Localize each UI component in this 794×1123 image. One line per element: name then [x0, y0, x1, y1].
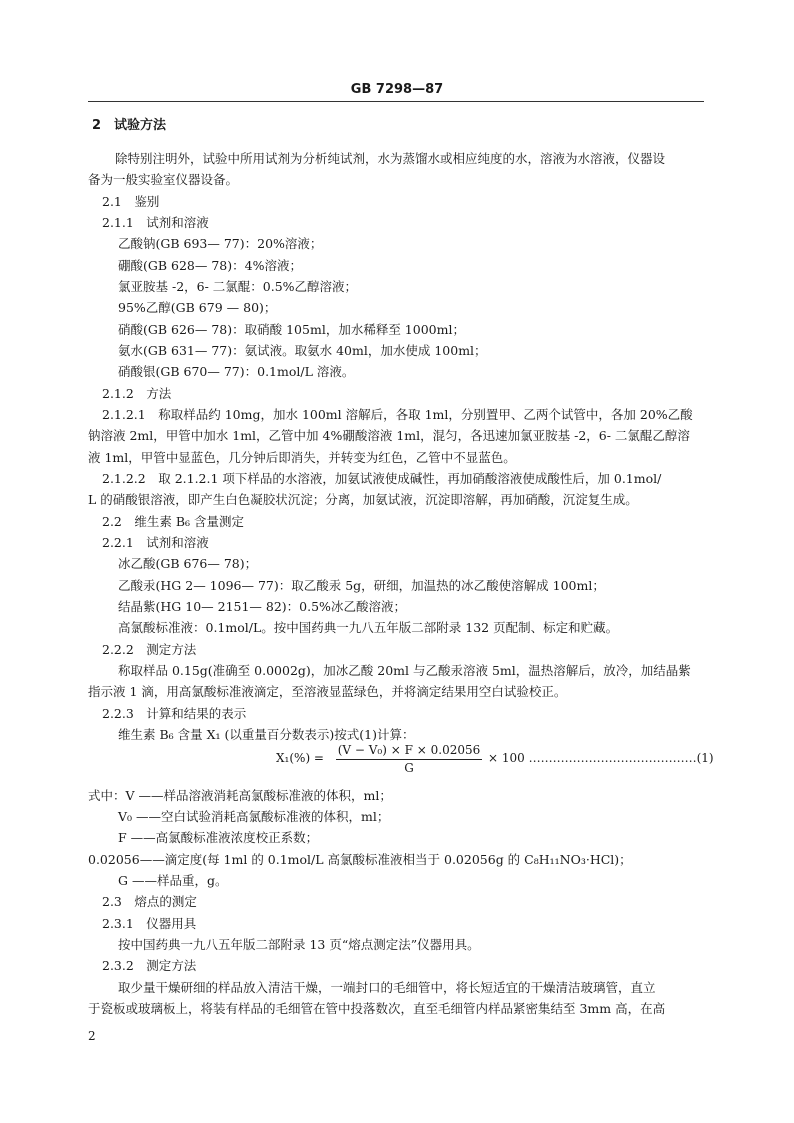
variable-definition: V₀ ——空白试验消耗高氯酸标准液的体积，ml； [118, 809, 390, 824]
formula-lhs: X₁(%) = [276, 751, 324, 765]
reagent-item: 结晶紫(HG 10— 2151— 82)：0.5%冰乙酸溶液； [118, 599, 406, 614]
section-title-2: 2 试验方法 [92, 118, 167, 133]
reagent-item: 冰乙酸(GB 676— 78)； [118, 556, 258, 571]
variable-definition: 式中：V ——样品溶液消耗高氯酸标准液的体积，ml； [88, 788, 392, 803]
subsection-title: 2.1.1 试剂和溶液 [102, 215, 209, 230]
page-header: GB 7298—87 [350, 82, 444, 97]
reagent-item: 氨水(GB 631— 77)：氨试液。取氨水 40ml，加水使成 100ml； [118, 343, 487, 358]
formula-fraction [336, 742, 482, 776]
paragraph-line: 除特别注明外，试验中所用试剂为分析纯试剂，水为蒸馏水或相应纯度的水，溶液为水溶液，仪器设 [115, 151, 666, 166]
paragraph-line: 指示液 1 滴，用高氯酸标准液滴定，至溶液显蓝绿色，并将滴定结果用空白试验校正。 [88, 684, 567, 699]
reagent-item: 高氯酸标准液：0.1mol/L。按中国药典一九八五年版二部附录 132 页配制、标定和贮藏。 [118, 620, 619, 635]
paragraph-line: 维生素 B₆ 含量 X₁ (以重量百分数表示)按式(1)计算： [118, 727, 415, 742]
paragraph-line: 按中国药典一九八五年版二部附录 13 页“熔点测定法”仪器用具。 [118, 937, 480, 952]
formula-denominator: G [404, 761, 414, 775]
paragraph-line: 于瓷板或玻璃板上，将装有样品的毛细管在管中投落数次，直至毛细管内样品紧密集结至 3mm 高，在高 [88, 1001, 666, 1016]
reagent-item: 硼酸(GB 628— 78)：4%溶液； [118, 258, 302, 273]
subsection-title: 2.1 鉴别 [102, 194, 160, 209]
page-number: 2 [88, 1029, 96, 1043]
paragraph-line: 2.1.2.2 取 2.1.2.1 项下样品的水溶液，加氨试液使成碱性，再加硝酸溶液使成酸性后，加 0.1mol/ [102, 471, 662, 486]
reagent-item: 氯亚胺基 -2，6- 二氯醌：0.5%乙醇溶液； [118, 279, 358, 294]
reagent-item: 乙酸汞(HG 2— 1096— 77)：取乙酸汞 5g，研细，加温热的冰乙酸使溶解成 100ml； [118, 578, 605, 593]
reagent-item: 硝酸银(GB 670— 77)：0.1mol/L 溶液。 [118, 364, 355, 379]
reagent-item: 乙酸钠(GB 693— 77)：20%溶液； [118, 236, 323, 251]
subsection-title: 2.3 熔点的测定 [102, 894, 197, 909]
paragraph-line: L 的硝酸银溶液，即产生白色凝胶状沉淀；分离，加氨试液，沉淀即溶解，再加硝酸，沉淀复生成。 [88, 492, 638, 507]
subsection-title: 2.3.2 测定方法 [102, 958, 197, 973]
formula-numerator: (V − V₀) × F × 0.02056 [336, 742, 482, 760]
subsection-title: 2.2 维生素 B₆ 含量测定 [102, 514, 245, 529]
paragraph-line: 钠溶液 2ml，甲管中加水 1ml，乙管中加 4%硼酸溶液 1ml，混匀，各迅速加氯亚胺基 -2，6- 二氯醌乙醇溶 [88, 428, 690, 443]
subsection-title: 2.2.2 测定方法 [102, 642, 197, 657]
variable-definition: G ——样品重，g。 [118, 873, 228, 888]
paragraph-line: 取少量干燥研细的样品放入清洁干燥，一端封口的毛细管中，将长短适宜的干燥清洁玻璃管，直立 [118, 980, 656, 995]
subsection-title: 2.2.3 计算和结果的表示 [102, 706, 247, 721]
paragraph-line: 备为一般实验室仪器设备。 [88, 172, 239, 187]
subsection-title: 2.3.1 仪器用具 [102, 916, 197, 931]
subsection-title: 2.1.2 方法 [102, 386, 172, 401]
subsection-title: 2.2.1 试剂和溶液 [102, 535, 209, 550]
formula-rhs: × 100 ……………………………………(1) [488, 751, 714, 765]
paragraph-line: 液 1ml，甲管中显蓝色，几分钟后即消失，并转变为红色，乙管中不显蓝色。 [88, 450, 516, 465]
header-rule [88, 101, 704, 102]
reagent-item: 95%乙醇(GB 679 — 80)； [118, 300, 277, 315]
paragraph-line: 称取样品 0.15g(准确至 0.0002g)，加冰乙酸 20ml 与乙酸汞溶液 5ml，温热溶解后，放冷，加结晶紫 [118, 663, 691, 678]
variable-definition: F ——高氯酸标准液浓度校正系数； [118, 830, 319, 845]
variable-definition: 0.02056——滴定度(每 1ml 的 0.1mol/L 高氯酸标准液相当于 0.02056g 的 C₈H₁₁NO₃·HCl)； [88, 852, 632, 867]
paragraph-line: 2.1.2.1 称取样品约 10mg，加水 100ml 溶解后，各取 1ml，分别置甲、乙两个试管中，各加 20%乙酸 [102, 407, 693, 422]
reagent-item: 硝酸(GB 626— 78)：取硝酸 105ml，加水稀释至 1000ml； [118, 322, 465, 337]
